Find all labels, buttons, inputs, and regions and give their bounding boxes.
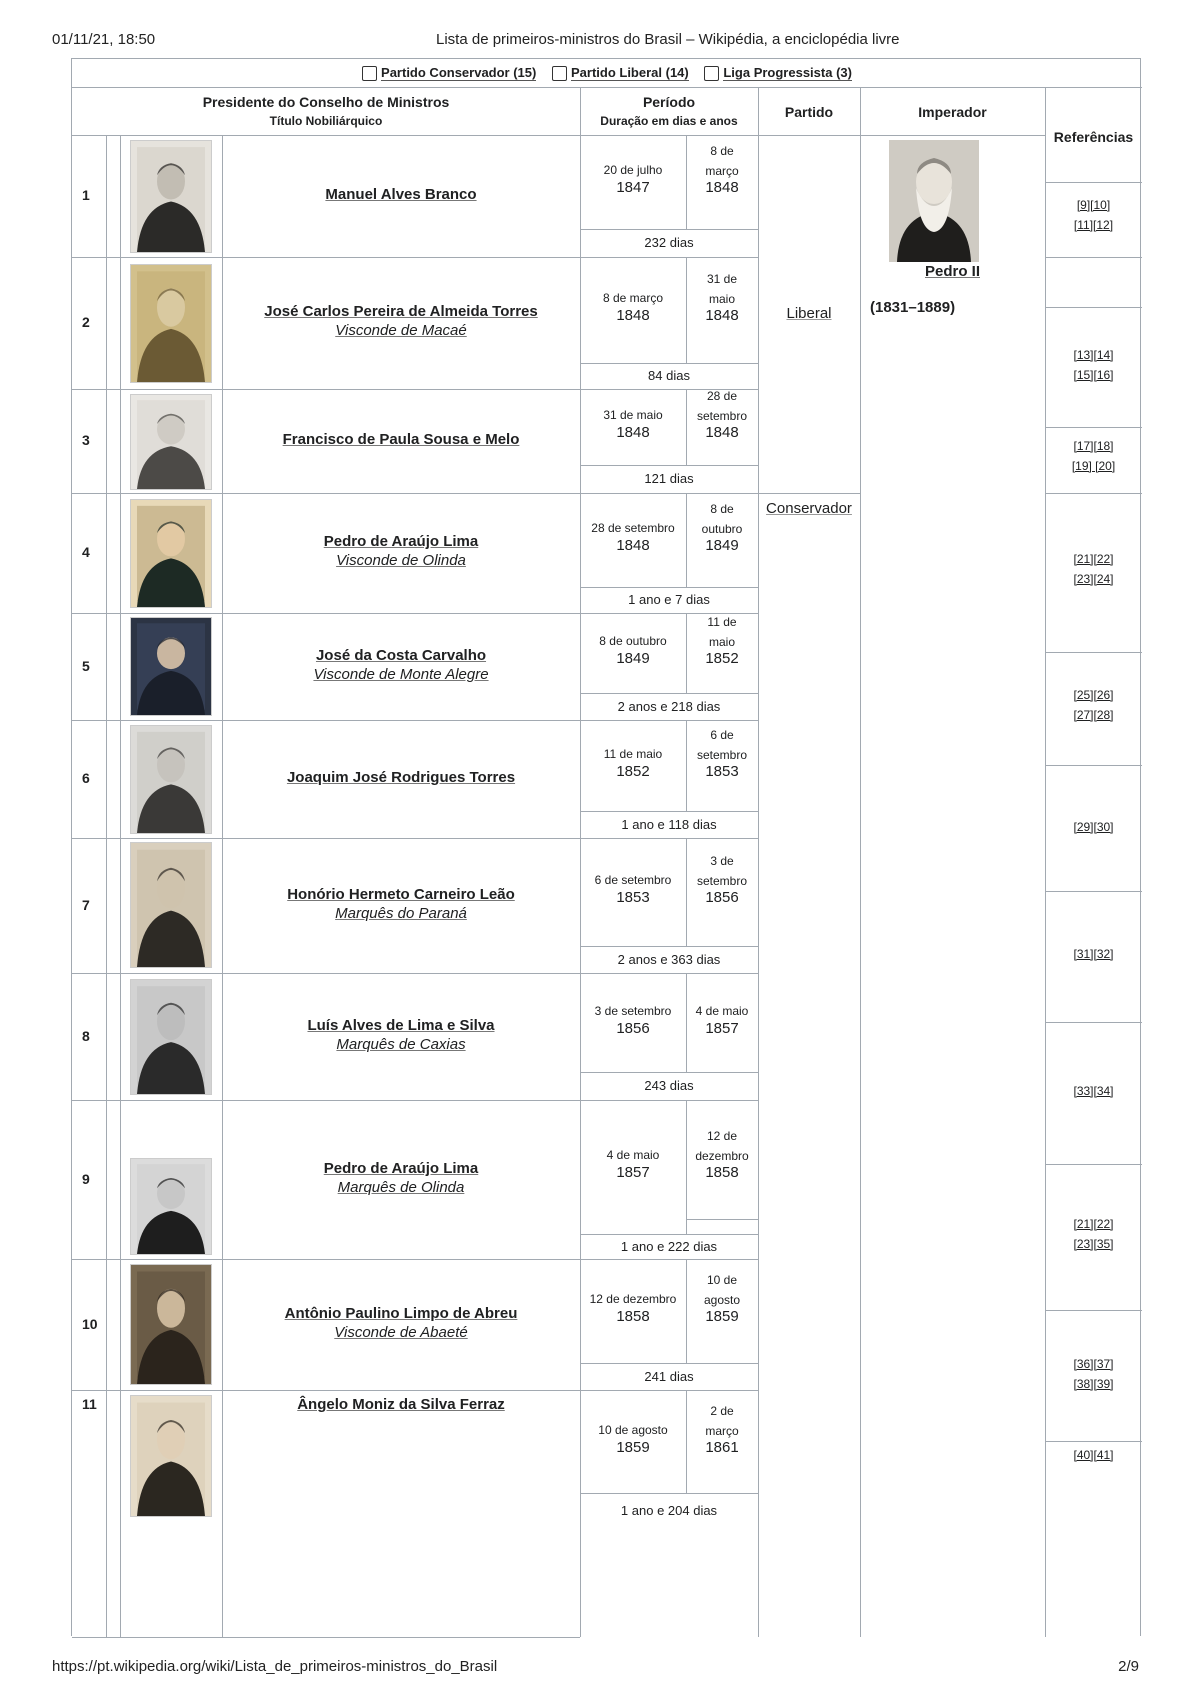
grid-line [1045,1310,1142,1311]
grid-line [72,87,1142,88]
grid-line [72,493,580,494]
start-date: 11 de maio [603,747,663,761]
row-number: 4 [82,544,90,560]
start-date: 3 de setembro [594,1004,672,1018]
end-year: 1848 [705,179,739,196]
term-duration: 121 dias [644,471,694,486]
reference-link[interactable]: [36][37] [1073,1357,1114,1371]
reference-link[interactable]: [11][12] [1073,218,1114,232]
prime-minister-name-link[interactable]: Pedro de Araújo Lima [323,533,479,550]
start-date: 4 de maio [606,1148,660,1162]
portrait-icon [130,1158,212,1255]
end-date: setembro [696,748,748,762]
start-date: 6 de setembro [594,873,672,887]
grid-line [686,1219,758,1220]
grid-line [120,613,121,720]
reference-link[interactable]: [15][16] [1073,368,1114,382]
start-date: 8 de março [602,291,664,305]
grid-line [106,135,107,257]
row-number: 10 [82,1316,98,1332]
period-header: Período [642,94,696,110]
grid-line [580,946,758,947]
print-page-number: 2/9 [1118,1658,1139,1675]
grid-line [1045,182,1142,183]
reference-link[interactable]: [9][10] [1076,198,1111,212]
end-date: 12 de [706,1129,738,1143]
reference-link[interactable]: [13][14] [1073,348,1114,362]
president-subheader: Título Nobiliárquico [269,114,383,128]
start-year: 1847 [616,179,650,196]
end-date: março [705,164,739,178]
legend-liberal-toggle[interactable]: Partido Liberal (14) [552,65,689,81]
grid-line [72,838,580,839]
noble-title-link[interactable]: Visconde de Abaeté [334,1324,468,1341]
row-number: 7 [82,897,90,913]
end-year: 1858 [705,1164,739,1181]
row-number: 3 [82,432,90,448]
grid-line [580,493,758,494]
start-date: 8 de outubro [599,634,667,648]
grid-line [106,838,107,973]
grid-line [106,257,107,389]
grid-line [860,87,861,1637]
reference-link[interactable]: [21][22] [1073,1217,1114,1231]
grid-line [72,1259,580,1260]
end-date: agosto [703,1293,741,1307]
prime-minister-name-link[interactable]: Francisco de Paula Sousa e Melo [282,431,520,448]
start-year: 1852 [616,763,650,780]
noble-title-link[interactable]: Visconde de Macaé [335,322,467,339]
noble-title-link[interactable]: Visconde de Olinda [336,552,466,569]
end-date: 28 de [706,389,738,403]
end-date: dezembro [695,1149,749,1163]
reference-link[interactable]: [19] [20] [1071,459,1116,473]
grid-line [1045,1164,1142,1165]
grid-line [1045,307,1142,308]
start-date: 10 de agosto [598,1423,668,1437]
print-datetime: 01/11/21, 18:50 [52,31,156,48]
term-duration: 232 dias [644,235,694,250]
grid-line [758,135,759,1637]
grid-line [580,229,758,230]
term-duration: 243 dias [644,1078,694,1093]
prime-minister-name-link[interactable]: Manuel Alves Branco [325,186,477,203]
row-number: 8 [82,1028,90,1044]
reference-link[interactable]: [25][26] [1073,688,1114,702]
portrait-icon [130,140,212,253]
term-duration: 2 anos e 218 dias [617,699,721,714]
emperor-years: (1831–1889) [870,299,956,316]
grid-line [106,1259,107,1390]
row-number: 5 [82,658,90,674]
reference-link[interactable]: [40][41] [1073,1448,1114,1462]
grid-line [120,1390,121,1637]
legend-progressista-toggle[interactable]: Liga Progressista (3) [704,65,852,81]
grid-line [72,1637,580,1638]
checkbox-icon[interactable] [704,66,719,81]
checkbox-icon[interactable] [552,66,567,81]
grid-line [580,1363,758,1364]
grid-line [72,257,580,258]
grid-line [1045,1022,1142,1023]
reference-link[interactable]: [27][28] [1073,708,1114,722]
grid-line [120,1100,121,1259]
end-year: 1848 [705,424,739,441]
end-date: 4 de maio [695,1004,749,1018]
portrait-icon [130,1264,212,1385]
end-date: 8 de [710,502,734,516]
start-year: 1849 [616,650,650,667]
reference-link[interactable]: [29][30] [1073,820,1114,834]
end-date: setembro [696,874,748,888]
grid-line [580,838,758,839]
grid-line [580,720,758,721]
portrait-icon [130,725,212,834]
grid-line [580,1390,758,1391]
term-duration: 1 ano e 118 dias [621,817,717,832]
grid-line [1045,652,1142,653]
end-year: 1859 [705,1308,739,1325]
end-date: 8 de [710,144,734,158]
prime-minister-name-link[interactable]: Antônio Paulino Limpo de Abreu [284,1305,518,1322]
print-url: https://pt.wikipedia.org/wiki/Lista_de_primeiros-ministros_do_Brasil [52,1658,498,1675]
prime-minister-name-link[interactable]: José Carlos Pereira de Almeida Torres [264,303,538,320]
grid-line [120,1259,121,1390]
portrait-icon [130,264,212,383]
end-date: maio [708,635,735,649]
end-date: 11 de [707,615,737,629]
row-number: 2 [82,314,90,330]
party-liberal-link[interactable]: Liberal [786,305,832,322]
reference-link[interactable]: [17][18] [1073,439,1114,453]
end-date: 10 de [706,1273,738,1287]
portrait-icon [130,842,212,968]
end-date: 3 de [710,854,734,868]
legend-conservador-toggle[interactable]: Partido Conservador (15) [362,65,536,81]
noble-title-link[interactable]: Marquês de Olinda [337,1179,465,1196]
reference-link[interactable]: [31][32] [1073,947,1114,961]
row-number: 1 [82,187,90,203]
emperor-header: Imperador [918,104,987,120]
term-duration: 1 ano e 7 dias [628,592,710,607]
grid-line [106,1390,107,1637]
grid-line [120,257,121,389]
grid-line [580,1072,758,1073]
term-duration: 241 dias [644,1369,694,1384]
grid-line [72,720,580,721]
grid-line [222,1390,223,1637]
start-year: 1859 [616,1439,650,1456]
grid-line [580,1259,758,1260]
period-subheader: Duração em dias e anos [600,114,738,128]
grid-line [72,973,580,974]
term-duration: 1 ano e 204 dias [620,1503,718,1518]
grid-line [72,389,580,390]
grid-line [72,135,1045,136]
grid-line [580,1234,758,1235]
reference-link[interactable]: [21][22] [1073,552,1114,566]
noble-title-link[interactable]: Visconde de Monte Alegre [313,666,489,683]
party-header: Partido [784,104,834,120]
prime-minister-name-link[interactable]: Ângelo Moniz da Silva Ferraz [297,1396,505,1413]
row-number: 6 [82,770,90,786]
term-duration: 2 anos e 363 dias [617,952,721,967]
term-duration: 1 ano e 222 dias [620,1239,718,1254]
grid-line [580,693,758,694]
grid-line [580,257,758,258]
emperor-name-link[interactable]: Pedro II [924,263,980,280]
grid-line [1045,493,1142,494]
end-date: setembro [696,409,748,423]
reference-link[interactable]: [23][24] [1073,572,1114,586]
reference-link[interactable]: [38][39] [1073,1377,1114,1391]
end-year: 1856 [705,889,739,906]
end-date: maio [708,292,735,306]
grid-line [72,1390,580,1391]
start-date: 20 de julho [603,163,663,177]
grid-line [106,389,107,493]
party-conservador-link[interactable]: Conservador [766,500,852,517]
start-year: 1857 [616,1164,650,1181]
grid-line [72,1100,580,1101]
grid-line [1045,257,1142,258]
emperor-portrait-icon [889,140,979,262]
grid-line [580,1493,758,1494]
end-year: 1849 [705,537,739,554]
reference-link[interactable]: [33][34] [1073,1084,1114,1098]
start-year: 1853 [616,889,650,906]
grid-line [758,493,860,494]
start-year: 1848 [616,537,650,554]
grid-line [120,720,121,838]
end-date: 2 de [710,1404,734,1418]
start-date: 28 de setembro [591,521,675,535]
end-year: 1857 [705,1020,739,1037]
grid-line [1045,1441,1142,1442]
portrait-icon [130,499,212,608]
grid-line [120,838,121,973]
prime-ministers-table [71,58,1141,1636]
prime-minister-name-link[interactable]: Pedro de Araújo Lima [323,1160,479,1177]
grid-line [106,973,107,1100]
row-number: 11 [82,1396,97,1412]
noble-title-link[interactable]: Marquês do Paraná [335,905,467,922]
grid-line [580,811,758,812]
end-year: 1861 [705,1439,739,1456]
end-year: 1848 [705,307,739,324]
start-year: 1848 [616,424,650,441]
start-year: 1848 [616,307,650,324]
grid-line [106,493,107,613]
grid-line [1045,427,1142,428]
term-duration: 84 dias [648,368,690,383]
grid-line [120,973,121,1100]
end-date: 6 de [710,728,734,742]
portrait-icon [130,394,212,490]
president-header: Presidente do Conselho de Ministros [202,94,450,110]
end-date: outubro [701,522,743,536]
start-year: 1858 [616,1308,650,1325]
print-page-title: Lista de primeiros-ministros do Brasil – Wikipédia, a enciclopédia livre [436,31,900,48]
row-number: 9 [82,1171,90,1187]
grid-line [580,465,758,466]
grid-line [120,493,121,613]
grid-line [580,587,758,588]
start-date: 31 de maio [603,408,663,422]
reference-link[interactable]: [23][35] [1073,1237,1114,1251]
grid-line [1045,765,1142,766]
prime-minister-name-link[interactable]: Luís Alves de Lima e Silva [307,1017,495,1034]
grid-line [580,973,758,974]
prime-minister-name-link[interactable]: Honório Hermeto Carneiro Leão [287,886,515,903]
grid-line [106,720,107,838]
checkbox-icon[interactable] [362,66,377,81]
start-year: 1856 [616,1020,650,1037]
end-year: 1852 [705,650,739,667]
portrait-icon [130,1395,212,1517]
grid-line [72,613,580,614]
grid-line [1045,891,1142,892]
references-header: Referências [1053,129,1134,145]
end-year: 1853 [705,763,739,780]
end-date: 31 de [706,272,738,286]
party-legend [72,65,1142,84]
grid-line [1045,87,1046,1637]
grid-line [120,135,121,257]
grid-line [106,613,107,720]
portrait-icon [130,617,212,716]
grid-line [106,1100,107,1259]
grid-line [580,363,758,364]
grid-line [580,1100,758,1101]
start-date: 12 de dezembro [589,1292,677,1306]
prime-minister-name-link[interactable]: José da Costa Carvalho [315,647,487,664]
prime-minister-name-link[interactable]: Joaquim José Rodrigues Torres [286,769,516,786]
noble-title-link[interactable]: Marquês de Caxias [336,1036,466,1053]
end-date: março [705,1424,739,1438]
portrait-icon [130,979,212,1095]
grid-line [120,389,121,493]
